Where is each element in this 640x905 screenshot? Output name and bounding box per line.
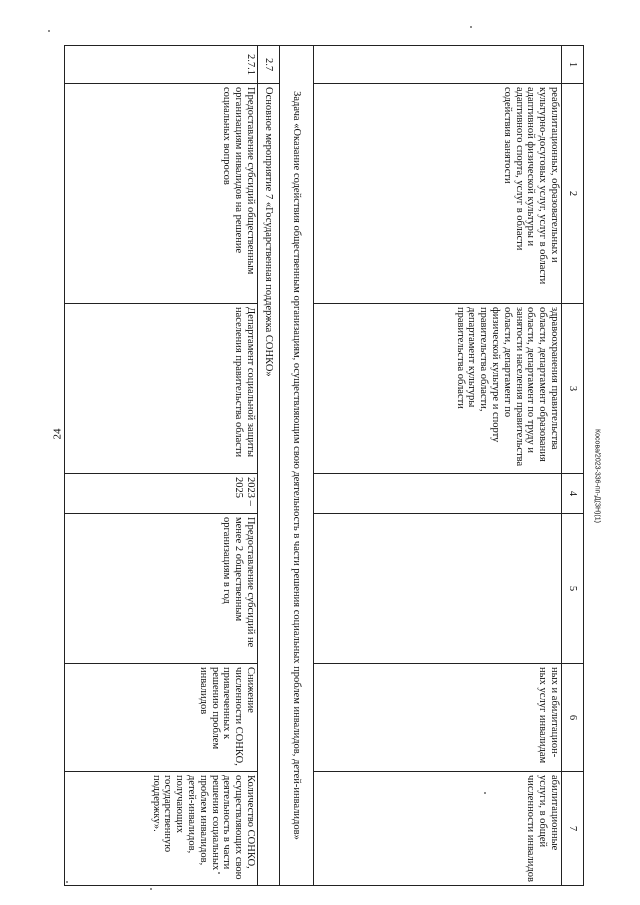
scan-speck	[218, 872, 220, 874]
scan-speck	[48, 30, 50, 32]
rotated-table-wrapper	[64, 45, 584, 885]
page-number: 24	[51, 428, 64, 440]
measure-row	[258, 46, 280, 886]
item-number: 2.7.1	[65, 46, 258, 84]
item-result: Предоставление субсидий не менее 2 общественным организациям в год	[65, 514, 258, 664]
item-row	[65, 46, 258, 886]
item-consequence: Снижение численности СОНКО, привлеченных к решению проблем инвалидов	[65, 664, 258, 772]
header-cell-2: 2	[562, 84, 584, 304]
header-cell-1: 1	[562, 46, 584, 84]
item-indicator: Количество СОНКО, осуществляющих свою деятельность в части решения социальных проблем инвалидов, детей-инвалидов, получающих государственную поддержку».	[65, 772, 258, 886]
continued-row	[314, 46, 562, 886]
measure-number: 2.7	[258, 46, 280, 84]
continued-cell-term	[314, 474, 562, 514]
document-footer-code: Косова/2023-336-пп-Д(ЗН)(1)	[593, 429, 601, 523]
program-table	[64, 45, 584, 886]
continued-cell-services: реабилитационных, образовательных и культурно-досуговых услуг, услуг в области адаптивной физической культуры и адаптивного спорта, услуг в области содействия занятости	[314, 84, 562, 304]
task-row	[280, 46, 314, 886]
scan-speck	[470, 26, 472, 28]
scan-speck	[150, 888, 152, 890]
continued-cell-executors: здравоохранения правительства области, департамент образования области, департамент по труду и занятости населения правительства области, департамент по физической культуре и спорту правительства области, департамент культуры правительства области	[314, 304, 562, 474]
table-header-row	[562, 46, 584, 886]
scan-speck	[484, 792, 486, 794]
header-cell-4: 4	[562, 474, 584, 514]
header-cell-5: 5	[562, 514, 584, 664]
header-cell-6: 6	[562, 664, 584, 772]
scan-speck	[66, 881, 68, 883]
item-term: 2023 – 2025	[65, 474, 258, 514]
header-cell-7: 7	[562, 772, 584, 886]
header-cell-3: 3	[562, 304, 584, 474]
measure-title: Основное мероприятие 7 «Государственная поддержка СОНКО»	[258, 84, 280, 886]
task-cell: Задача «Оказание содействия общественным организациям, осуществляющим свою деятельность в части решения социальных проблем инвалидов, детей-инвалидов»	[280, 46, 314, 886]
item-name: Предоставление субсидий общественным организациям инвалидов на решение социальных вопросов	[65, 84, 258, 304]
continued-cell-consequence: ных и абилитацион-ных услуг инвалидам	[314, 664, 562, 772]
item-executor: Департамент социальной защиты населения правительства области	[65, 304, 258, 474]
continued-cell-result	[314, 514, 562, 664]
continued-cell-indicator: абилитационные услуги, в общей численности инвалидов	[314, 772, 562, 886]
continued-cell-num	[314, 46, 562, 84]
